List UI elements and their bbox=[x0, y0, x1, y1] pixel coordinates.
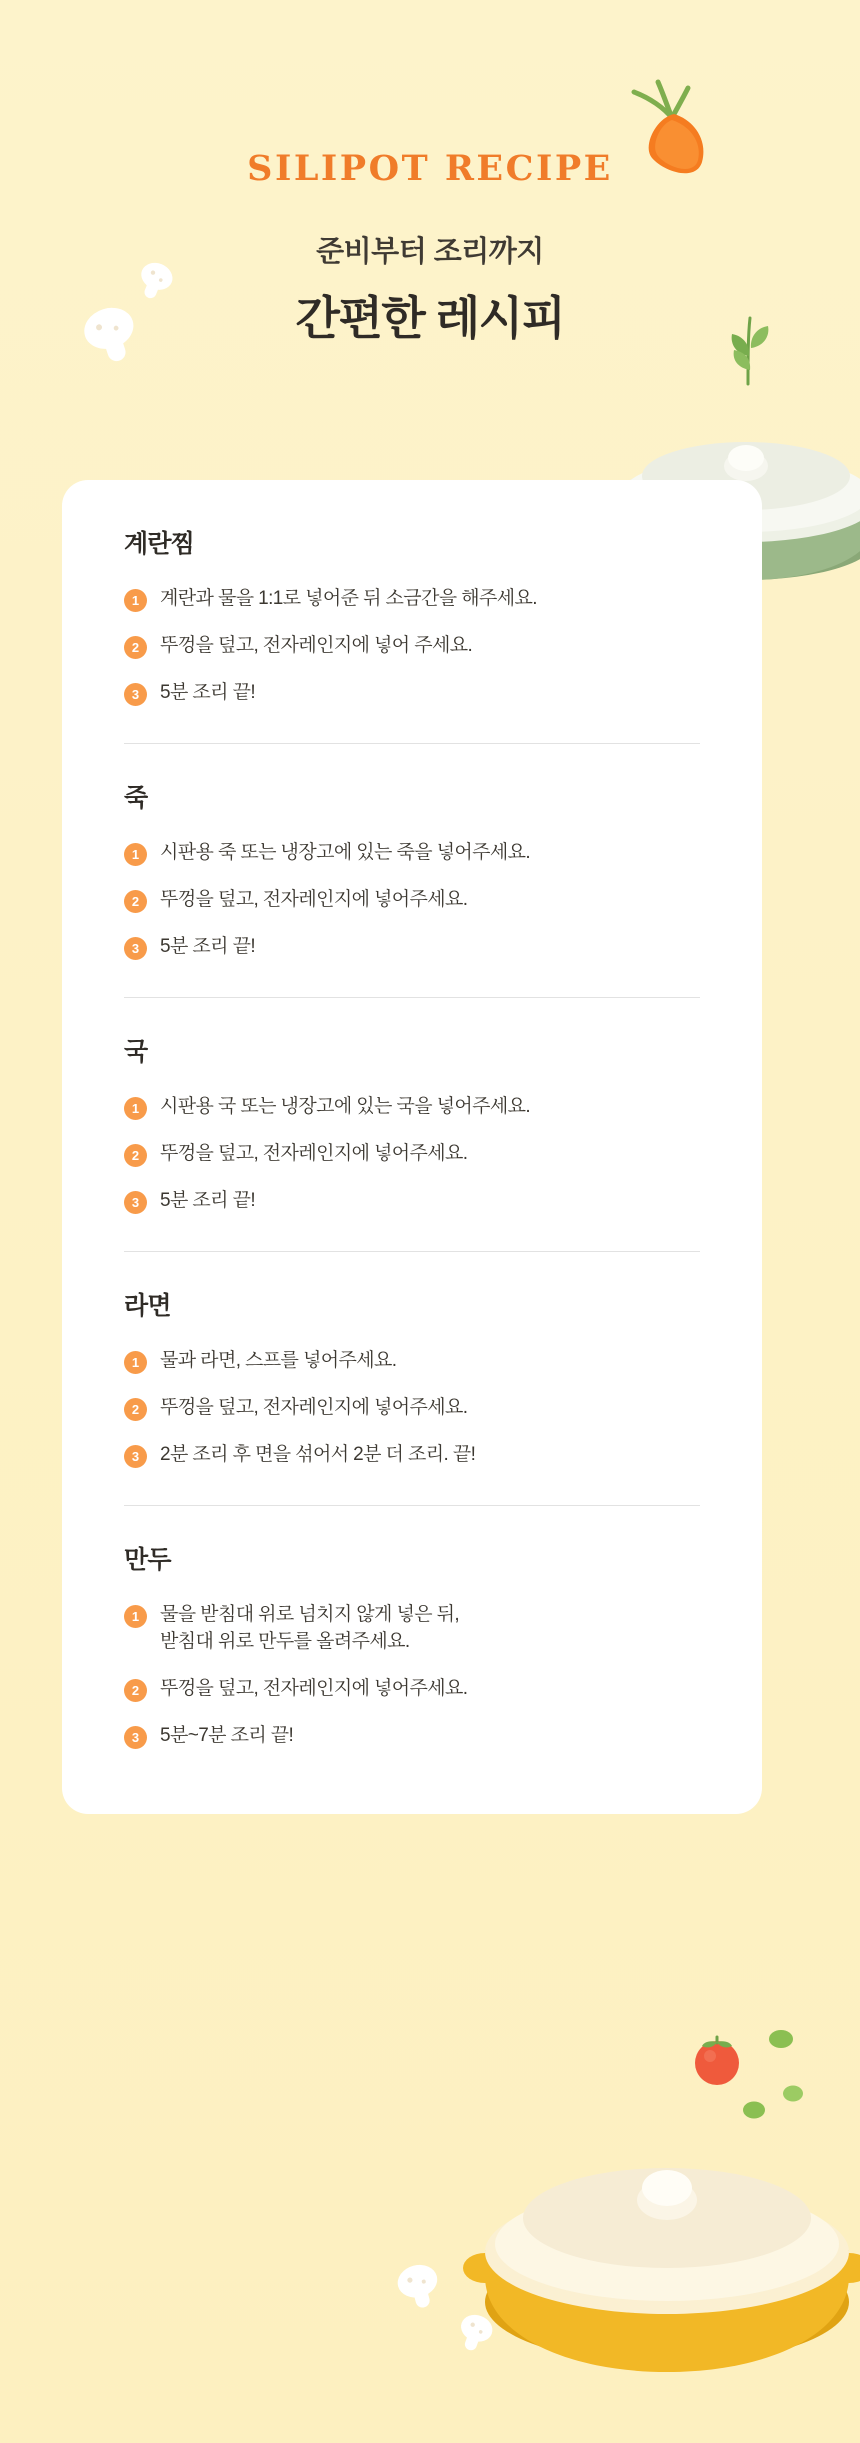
step-text: 계란과 물을 1:1로 넣어준 뒤 소금간을 해주세요. bbox=[160, 588, 537, 609]
step-text: 물과 라면, 스프를 넣어주세요. bbox=[160, 1349, 397, 1371]
page-title: 간편한 레시피 bbox=[295, 292, 565, 344]
recipe-step bbox=[124, 1188, 700, 1215]
recipe-section bbox=[62, 524, 762, 707]
recipe-step bbox=[124, 633, 700, 660]
step-number-badge: 1 bbox=[124, 589, 147, 612]
step-number-badge: 3 bbox=[124, 1726, 147, 1749]
recipe-title: 만두 bbox=[124, 1545, 171, 1574]
pea-icon bbox=[768, 2028, 794, 2050]
brand-title: SILIPOT RECIPE bbox=[247, 148, 613, 189]
recipe-step bbox=[124, 586, 700, 613]
step-text bbox=[160, 1602, 459, 1656]
section-divider bbox=[124, 1505, 700, 1506]
step-number-badge: 3 bbox=[124, 683, 147, 706]
recipe-step bbox=[124, 1094, 700, 1121]
step-text-line1: 물을 받침대 위로 넘치지 않게 넣은 뒤, bbox=[160, 1603, 460, 1625]
pea-icon bbox=[742, 2100, 766, 2120]
step-text-line2: 받침대 위로 만두를 올려주세요. bbox=[160, 1630, 410, 1652]
step-number-badge: 2 bbox=[124, 890, 147, 913]
subtitle: 준비부터 조리까지 bbox=[316, 236, 544, 268]
section-divider bbox=[124, 997, 700, 998]
yellow-pot-image bbox=[452, 2090, 860, 2390]
step-text: 5분 조리 끝! bbox=[160, 1189, 256, 1211]
recipe-step bbox=[124, 840, 700, 867]
recipe-title: 국 bbox=[124, 1037, 148, 1066]
pea-icon bbox=[782, 2084, 804, 2103]
recipe-step bbox=[124, 887, 700, 914]
recipe-section bbox=[62, 1540, 762, 1750]
poster-header bbox=[0, 0, 860, 348]
section-divider bbox=[124, 1251, 700, 1252]
step-text: 5분 조리 끝! bbox=[160, 935, 256, 957]
mushroom-icon bbox=[390, 2258, 448, 2316]
step-number-badge: 1 bbox=[124, 1351, 147, 1374]
step-text: 뚜껑을 덮고, 전자레인지에 넣어 주세요. bbox=[160, 634, 473, 656]
section-divider bbox=[124, 743, 700, 744]
recipe-card bbox=[62, 480, 762, 1814]
step-number-badge: 2 bbox=[124, 1398, 147, 1421]
step-text: 뚜껑을 덮고, 전자레인지에 넣어주세요. bbox=[160, 1677, 468, 1699]
recipe-title: 죽 bbox=[124, 783, 148, 812]
recipe-step bbox=[124, 1442, 700, 1469]
step-text: 5분~7분 조리 끝! bbox=[160, 1724, 294, 1746]
step-number-badge: 3 bbox=[124, 937, 147, 960]
step-text: 뚜껑을 덮고, 전자레인지에 넣어주세요. bbox=[160, 1396, 468, 1418]
step-number-badge: 2 bbox=[124, 1679, 147, 1702]
recipe-title: 라면 bbox=[124, 1291, 171, 1320]
step-number-badge: 2 bbox=[124, 636, 147, 659]
step-number-badge: 1 bbox=[124, 1097, 147, 1120]
mushroom-icon bbox=[452, 2310, 498, 2356]
recipe-step bbox=[124, 1348, 700, 1375]
step-number-badge: 3 bbox=[124, 1445, 147, 1468]
step-number-badge: 1 bbox=[124, 1605, 147, 1628]
step-text: 시판용 죽 또는 냉장고에 있는 죽을 넣어주세요. bbox=[160, 841, 531, 863]
step-number-badge: 1 bbox=[124, 843, 147, 866]
tomato-icon bbox=[688, 2030, 746, 2088]
step-text: 뚜껑을 덮고, 전자레인지에 넣어주세요. bbox=[160, 888, 468, 910]
recipe-step bbox=[124, 1676, 700, 1703]
recipe-step bbox=[124, 1395, 700, 1422]
step-text: 시판용 국 또는 냉장고에 있는 국을 넣어주세요. bbox=[160, 1095, 531, 1117]
step-number-badge: 2 bbox=[124, 1144, 147, 1167]
recipe-step bbox=[124, 680, 700, 707]
step-text: 5분 조리 끝! bbox=[160, 681, 256, 703]
recipe-section bbox=[62, 1286, 762, 1469]
recipe-step bbox=[124, 1723, 700, 1750]
recipe-step bbox=[124, 1602, 700, 1656]
step-number-badge: 3 bbox=[124, 1191, 147, 1214]
step-text: 뚜껑을 덮고, 전자레인지에 넣어주세요. bbox=[160, 1142, 468, 1164]
recipe-section bbox=[62, 1032, 762, 1215]
recipe-step bbox=[124, 934, 700, 961]
recipe-step bbox=[124, 1141, 700, 1168]
recipe-section bbox=[62, 778, 762, 961]
recipe-title: 계란찜 bbox=[124, 530, 195, 558]
step-text: 2분 조리 후 면을 섞어서 2분 더 조리. 끝! bbox=[160, 1443, 476, 1465]
